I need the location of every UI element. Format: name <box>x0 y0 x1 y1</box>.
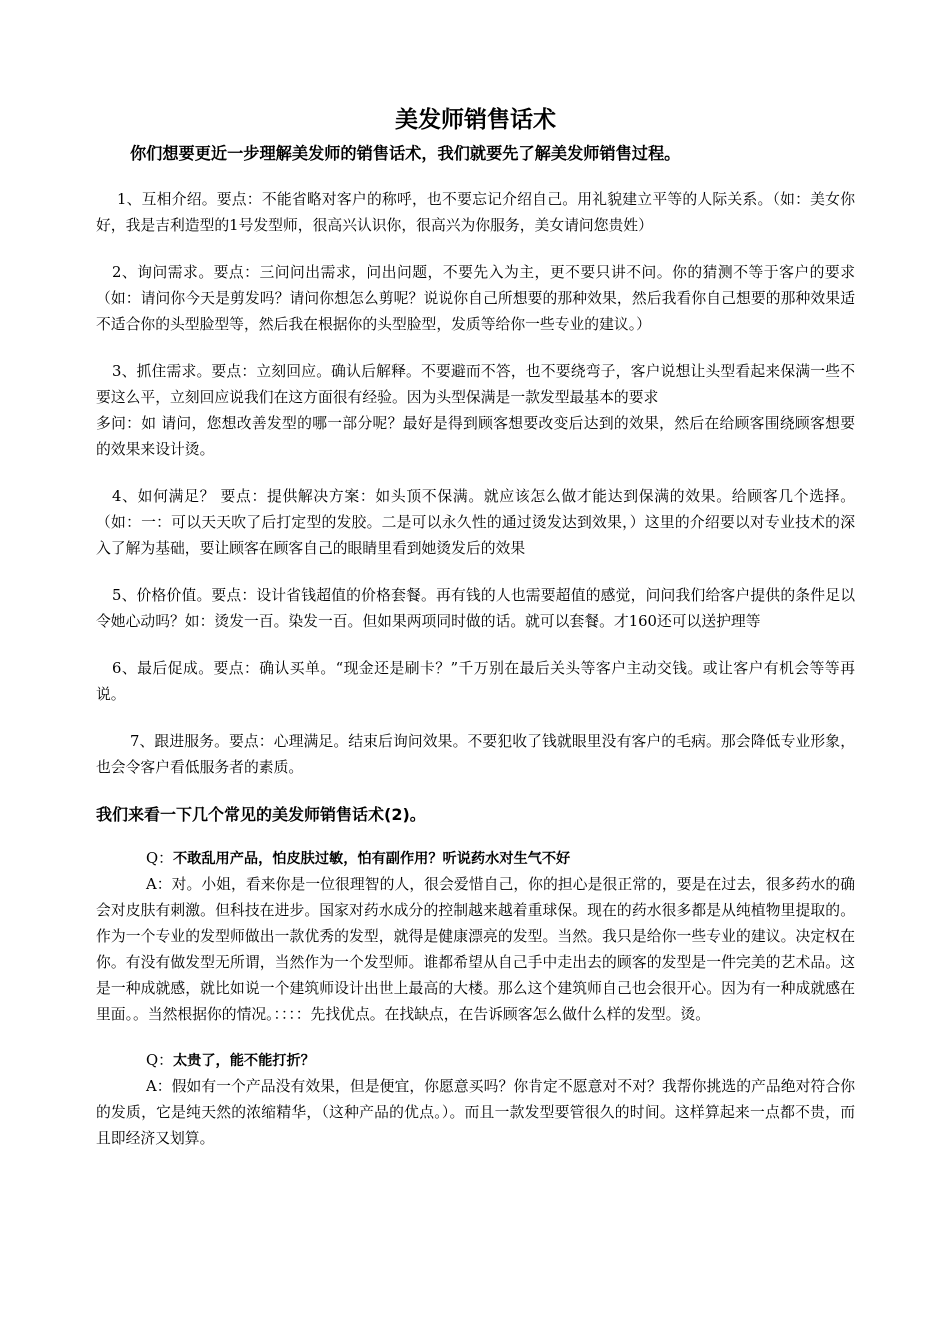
question-text: 太贵了，能不能打折？ <box>172 1053 315 1069</box>
question <box>96 1048 855 1074</box>
page-subtitle: 你们想要更近一步理解美发师的销售话术，我们就要先了解美发师销售过程。 <box>130 144 681 163</box>
step-paragraph-7: 7、跟进服务。要点：心理满足。结束后询问效果。不要犯收了钱就眼里没有客户的毛病。那会降低专业形象，也会令客户看低服务者的素质。 <box>96 733 855 776</box>
section-heading: 我们来看一下几个常见的美发师销售话术(2)。 <box>96 805 426 824</box>
step-paragraph-5: 5、价格价值。要点：设计省钱超值的价格套餐。再有钱的人也需要超值的感觉，问问我们给客户提供的条件足以令她心动吗？如：烫发一百。染发一百。但如果两项同时做的话。就可以套餐。才160还可以送护理等 <box>96 587 855 630</box>
step-paragraph-6: 6、最后促成。要点：确认买单。“现金还是刷卡？”千万别在最后关头等客户主动交钱。或让客户有机会等等再说。 <box>96 660 855 703</box>
step-paragraph-3-main: 3、抓住需求。要点：立刻回应。确认后解释。不要避而不答，也不要绕弯子，客户说想让头型看起来保满一些不要这么平，立刻回应说我们在这方面很有经验。因为头型保满是一款发型最基本的要求 <box>96 363 855 406</box>
page-title: 美发师销售话术 <box>395 107 556 133</box>
answer-text: A：假如有一个产品没有效果，但是便宜，你愿意买吗？你肯定不愿意对不对？我帮你挑选的产品绝对符合你的发质，它是纯天然的浓缩精华，（这种产品的优点。）。而且一款发型要管很久的时间。这样算起来一点都不贵，而且即经济又划算。 <box>96 1078 855 1147</box>
qa-item-1 <box>96 846 855 1028</box>
step-paragraph-2: 2、询问需求。要点：三问问出需求，问出问题，不要先入为主，更不要只讲不问。你的猜测不等于客户的要求（如：请问你今天是剪发吗？请问你想怎么剪呢？说说你自己所想要的那种效果，然后我看你自己想要的那种效果适不适合你的头型脸型等，然后我在根据你的头型脸型，发质等给你一些专业的建议。） <box>96 264 855 333</box>
step-paragraph-1: 1、互相介绍。要点：不能省略对客户的称呼，也不要忘记介绍自己。用礼貌建立平等的人际关系。（如：美女你好，我是吉利造型的1号发型师，很高兴认识你，很高兴为你服务，美女请问您贵姓） <box>96 191 855 234</box>
step-paragraph-3-followup: 多问：如 请问，您想改善发型的哪一部分呢？最好是得到顾客想要改变后达到的效果，然后在给顾客围绕顾客想要的效果来设计烫。 <box>96 415 855 458</box>
step-paragraph-4: 4、如何满足？ 要点：提供解决方案：如头顶不保满。就应该怎么做才能达到保满的效果。给顾客几个选择。（如：一：可以天天吹了后打定型的发胶。二是可以永久性的通过烫发达到效果，）这里的介绍要以对专业技术的深入了解为基础，要让顾客在顾客自己的眼睛里看到她烫发后的效果 <box>96 488 855 557</box>
question-label: Q： <box>146 850 173 867</box>
step-paragraph-3 <box>96 359 855 463</box>
question <box>96 846 855 872</box>
question-text: 不敢乱用产品，怕皮肤过敏，怕有副作用？听说药水对生气不好 <box>172 851 571 867</box>
qa-item-2 <box>96 1048 855 1152</box>
question-label: Q： <box>146 1052 173 1069</box>
answer-text: A：对。小姐，看来你是一位很理智的人，很会爱惜自己，你的担心是很正常的，要是在过去，很多药水的确会对皮肤有刺激。但科技在进步。国家对药水成分的控制越来越着重球保。现在的药水很多都是从纯植物里提取的。作为一个专业的发型师做出一款优秀的发型，就得是健康漂亮的发型。当然。我只是给你一些专业的建议。决定权在你。有没有做发型无所谓，当然作为一个发型师。谁都希望从自己手中走出去的顾客的发型是一件完美的艺术品。这是一种成就感，就比如说一个建筑师设计出世上最高的大楼。那么这个建筑师自己也会很开心。因为有一种成就感在里面。。当然根据你的情况。：：：：先找优点。在找缺点，在告诉顾客怎么做什么样的发型。烫。 <box>96 876 855 1023</box>
